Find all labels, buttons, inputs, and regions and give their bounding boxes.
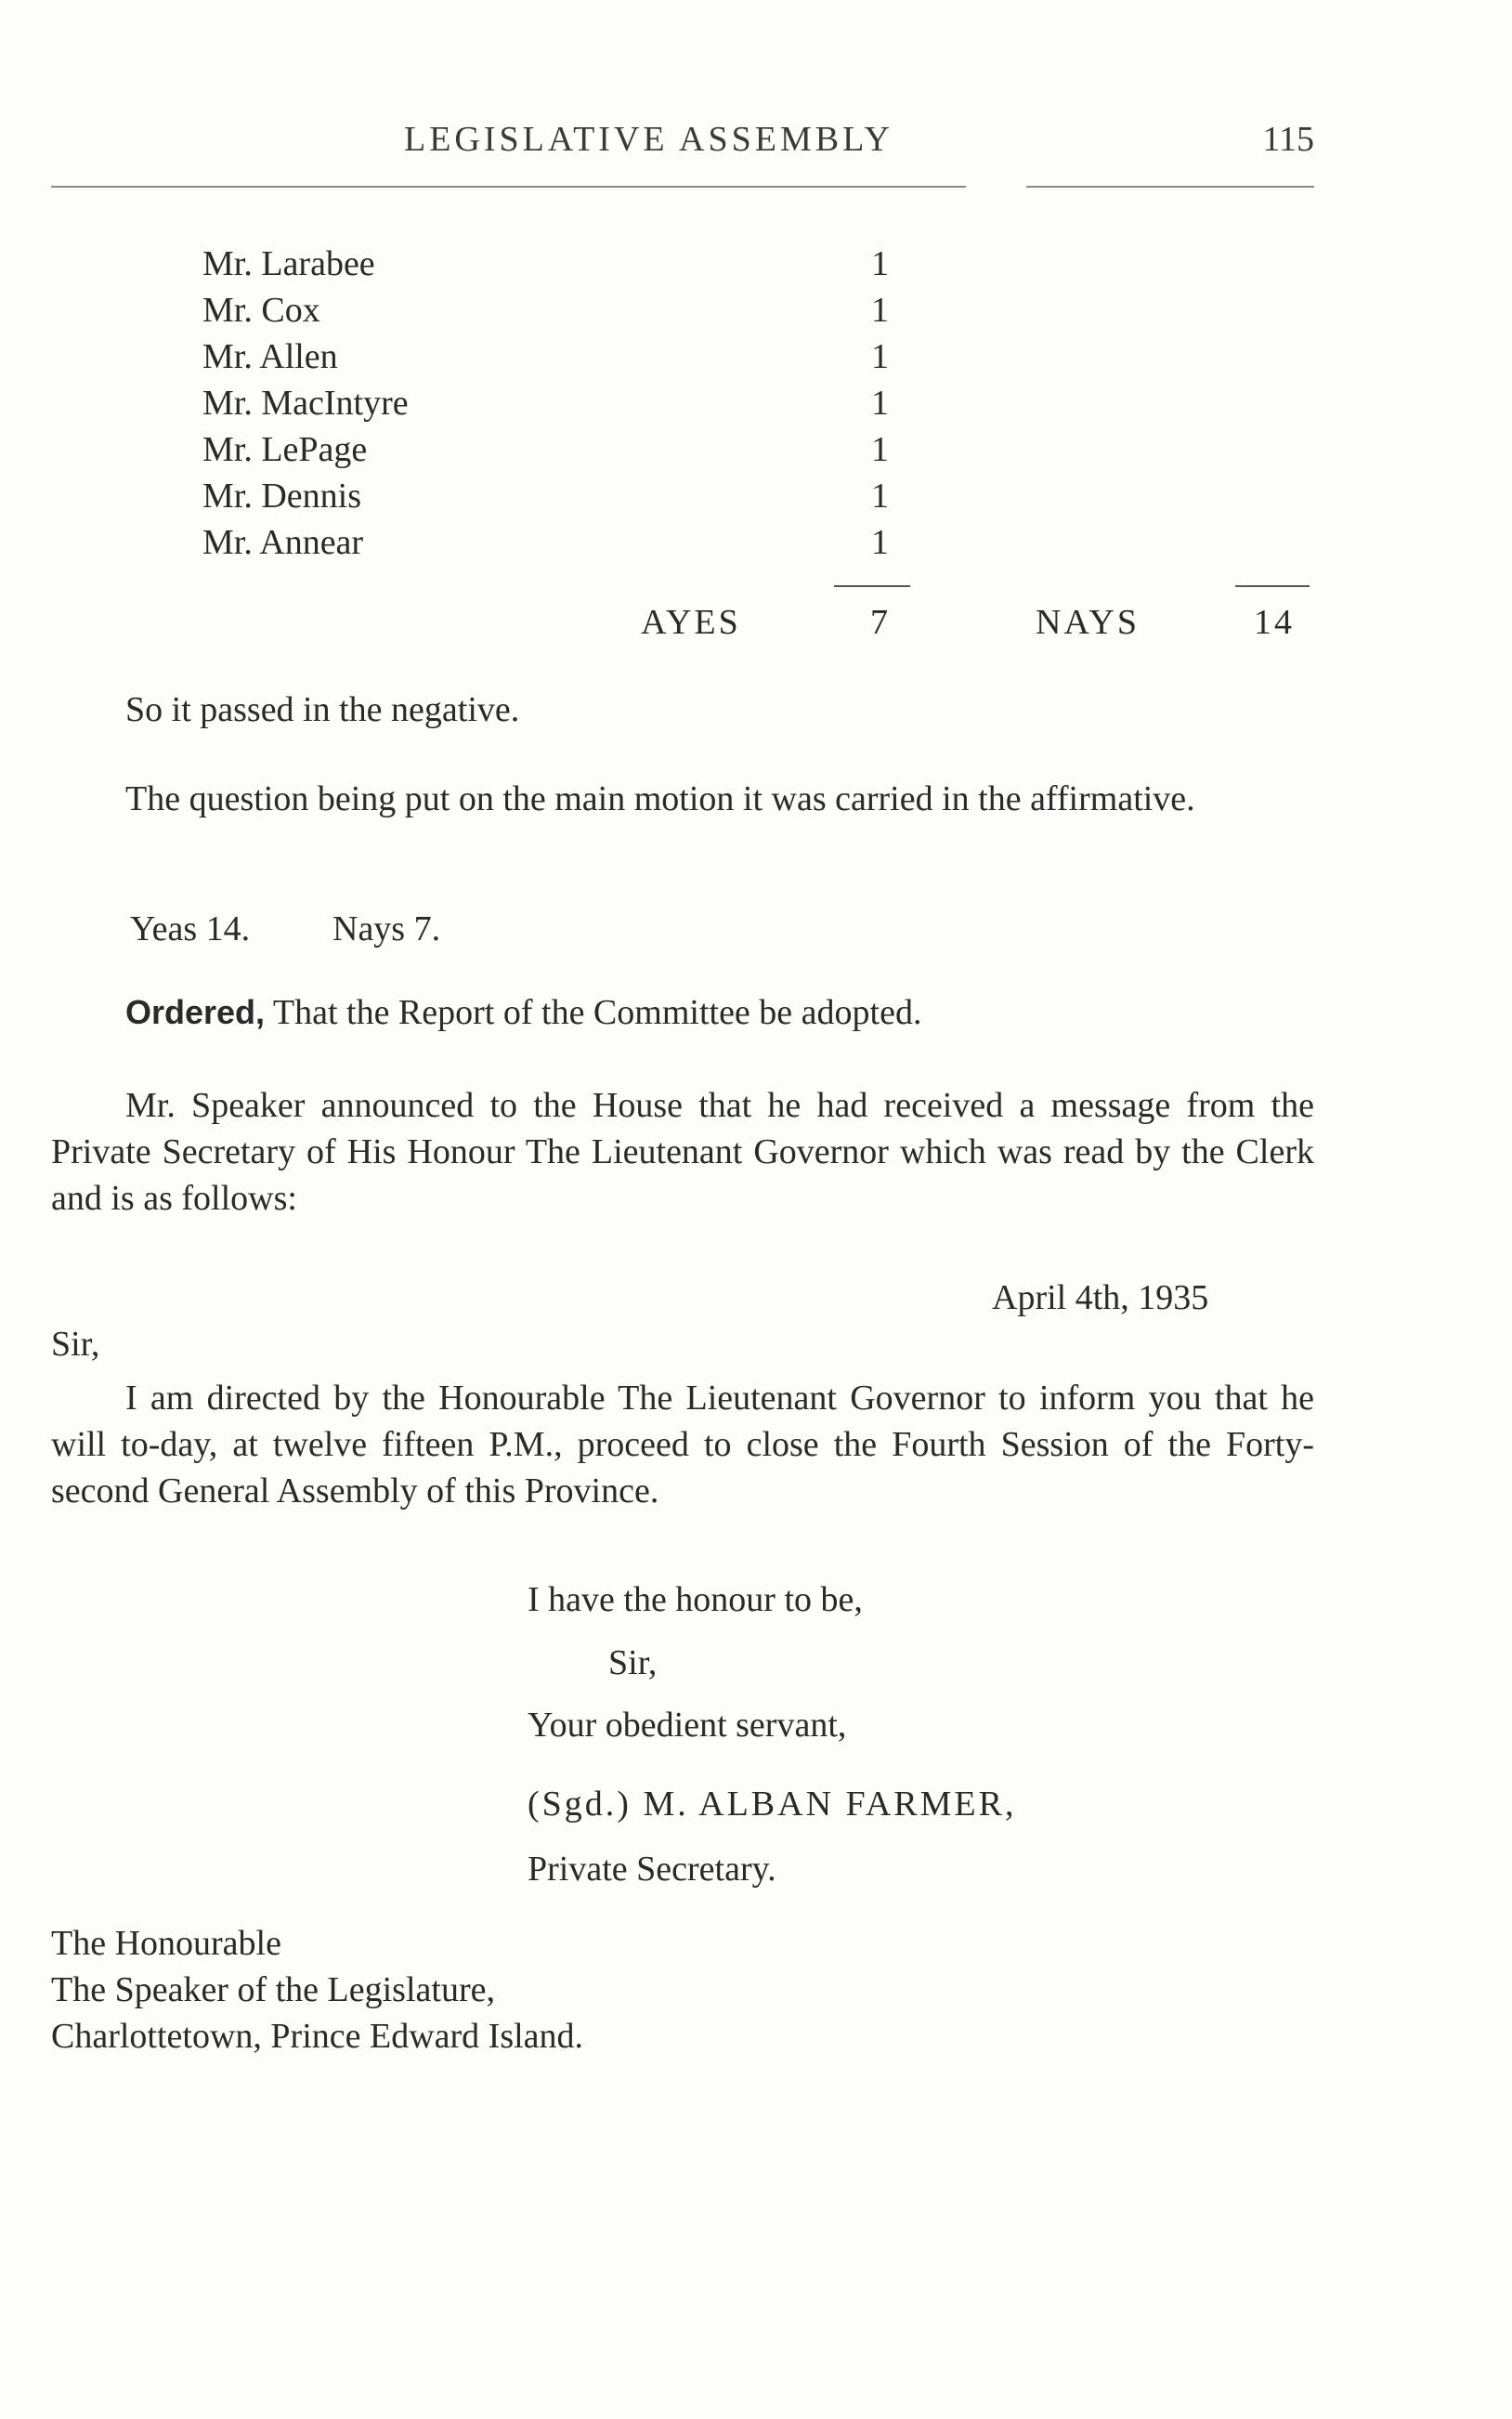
vote-row — [202, 522, 945, 569]
speaker-paragraph — [51, 1082, 1314, 1222]
vote-count: 1 — [871, 337, 889, 376]
letter-body — [51, 1375, 1314, 1514]
vote-totals — [0, 602, 1512, 648]
nays-total: 14 — [1254, 603, 1295, 642]
letter-closing-servant: Your obedient servant, — [528, 1706, 847, 1745]
main-motion-paragraph — [51, 776, 1314, 822]
sum-rule — [834, 585, 910, 587]
member-name: Mr. Allen — [202, 337, 338, 376]
member-name: Mr. Cox — [202, 291, 320, 330]
address-line: Charlottetown, Prince Edward Island. — [51, 2017, 584, 2056]
header-rule — [51, 186, 966, 188]
vote-count: 1 — [871, 291, 889, 330]
vote-row — [202, 243, 945, 290]
letter-closing-sir: Sir, — [608, 1643, 658, 1682]
letter-date: April 4th, 1935 — [992, 1278, 1209, 1317]
vote-row — [202, 476, 945, 522]
ayes-total: 7 — [870, 603, 891, 642]
page-header — [51, 119, 1314, 159]
letter-closing: I have the honour to be, — [528, 1580, 863, 1619]
vote-row — [202, 429, 945, 476]
address-line: The Speaker of the Legislature, — [51, 1970, 495, 2009]
member-name: Mr. Dennis — [202, 477, 361, 516]
vote-row — [202, 290, 945, 336]
vote-count: 1 — [871, 430, 889, 469]
ordered-text: That the Report of the Committee be adopted. — [272, 993, 922, 1032]
member-name: Mr. LePage — [202, 430, 368, 469]
yeas-count: Yeas 14. — [130, 909, 251, 948]
sum-rule — [1235, 585, 1310, 587]
header-rule — [1026, 186, 1314, 188]
vote-count: 1 — [871, 523, 889, 562]
nays-label: NAYS — [1036, 603, 1140, 642]
result-paragraph: So it passed in the negative. — [125, 690, 520, 729]
speaker-text: Mr. Speaker announced to the House that he had received a message from the Private Secretary of His Honour The Lieutenant Governor which was read by the Clerk and is as follows: — [51, 1086, 1314, 1218]
ordered-label: Ordered, — [125, 993, 266, 1031]
letter-signature: (Sgd.) M. ALBAN FARMER, — [528, 1785, 1017, 1824]
address-line: The Honourable — [51, 1924, 281, 1963]
member-name: Mr. Larabee — [202, 244, 375, 283]
vote-count: 1 — [871, 477, 889, 516]
letter-body-text: I am directed by the Honourable The Lieutenant Governor to inform you that he will to-day, at twelve fifteen P.M., proceed to close the Fourth Session of the Forty-second General Assembly of this Province. — [51, 1379, 1314, 1510]
nays-count: Nays 7. — [332, 909, 441, 948]
vote-row — [202, 336, 945, 383]
vote-count: 1 — [871, 384, 889, 423]
member-name: Mr. MacIntyre — [202, 384, 409, 423]
running-head: LEGISLATIVE ASSEMBLY — [404, 120, 893, 159]
member-name: Mr. Annear — [202, 523, 364, 562]
vote-row — [202, 383, 945, 429]
signer-title: Private Secretary. — [528, 1850, 776, 1889]
main-motion-text: The question being put on the main motion it was carried in the affirmative. — [125, 779, 1195, 818]
page-number: 115 — [1262, 120, 1314, 159]
vote-count: 1 — [871, 244, 889, 283]
ayes-label: AYES — [641, 603, 741, 642]
order-paragraph — [125, 992, 921, 1033]
letter-salutation: Sir, — [51, 1325, 100, 1364]
